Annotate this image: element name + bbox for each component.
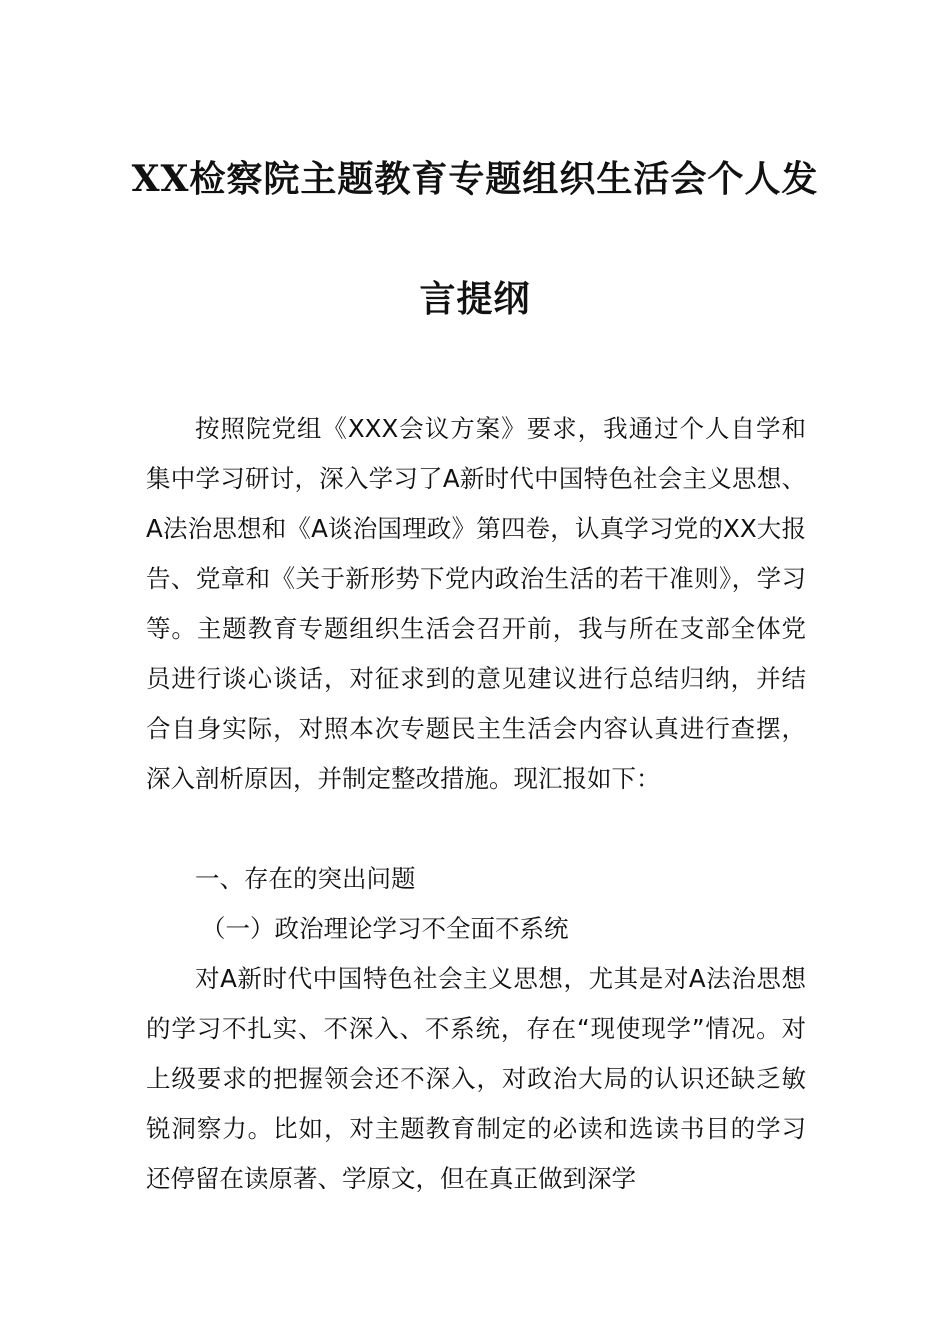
intro-paragraph: 按照院党组《XXX会议方案》要求，我通过个人自学和集中学习研讨，深入学习了A新时代中国特色社会主义思想、A法治思想和《A谈治国理政》第四卷，认真学习党的XX大报告、党章和《关于新形势下党内政治生活的若干准则》，学习等。主题教育专题组织生活会召开前，我与所在支部全体党员进行谈心谈话，对征求到的意见建议进行总结归纳，并结合自身实际，对照本次专题民主生活会内容认真进行查摆，深入剖析原因，并制定整改措施。现汇报如下： bbox=[146, 414, 806, 793]
subsection-heading: （一）政治理论学习不全面不系统 bbox=[201, 914, 569, 943]
document-title-line-1: XX检察院主题教育专题组织生活会个人发 bbox=[131, 158, 819, 200]
section-heading: 一、存在的突出问题 bbox=[195, 864, 416, 893]
document-title-line-2: 言提纲 bbox=[419, 278, 531, 320]
body-paragraph: 对A新时代中国特色社会主义思想，尤其是对A法治思想的学习不扎实、不深入、不系统，存在“现使现学”情况。对上级要求的把握领会还不深入，对政治大局的认识还缺乏敏锐洞察力。比如，对主题教育制定的必读和选读书目的学习还停留在读原著、学原文，但在真正做到深学 bbox=[146, 964, 806, 1193]
